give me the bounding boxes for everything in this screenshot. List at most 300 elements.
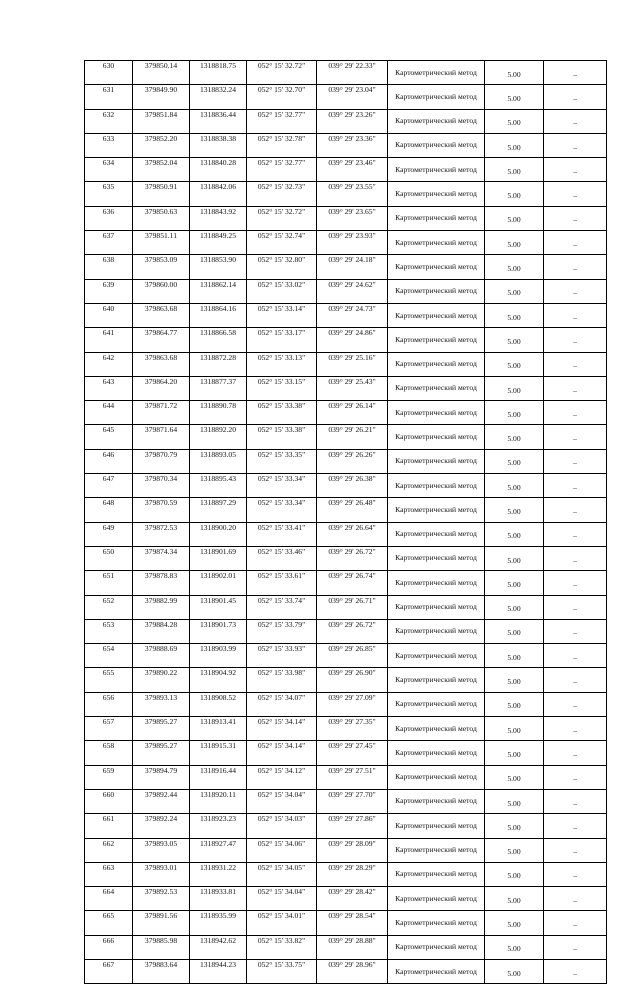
longitude-cell: 039° 29' 28.96": [317, 959, 388, 983]
note-cell: –: [544, 765, 607, 789]
latitude-cell: 052° 15' 33.75": [247, 959, 317, 983]
longitude-cell: 039° 29' 26.21": [317, 425, 388, 449]
accuracy-cell: 5.00: [485, 571, 544, 595]
table-row: [85, 765, 607, 789]
x-coordinate-cell: 379878.83: [133, 571, 190, 595]
note-cell: –: [544, 109, 607, 133]
method-cell: Картометрический метод: [388, 85, 485, 109]
y-coordinate-cell: 1318877.37: [190, 376, 247, 400]
note-cell: –: [544, 717, 607, 741]
latitude-cell: 052° 15' 32.78": [247, 133, 317, 157]
latitude-cell: 052° 15' 33.17": [247, 328, 317, 352]
accuracy-cell: 5.00: [485, 328, 544, 352]
x-coordinate-cell: 379852.04: [133, 158, 190, 182]
note-cell: –: [544, 546, 607, 570]
table-row: [85, 279, 607, 303]
latitude-cell: 052° 15' 34.12": [247, 765, 317, 789]
accuracy-cell: 5.00: [485, 814, 544, 838]
x-coordinate-cell: 379863.68: [133, 303, 190, 327]
note-cell: –: [544, 328, 607, 352]
method-cell: Картометрический метод: [388, 303, 485, 327]
method-cell: Картометрический метод: [388, 133, 485, 157]
table-row: [85, 789, 607, 813]
point-number-cell: 652: [85, 595, 133, 619]
point-number-cell: 639: [85, 279, 133, 303]
method-cell: Картометрический метод: [388, 741, 485, 765]
point-number-cell: 634: [85, 158, 133, 182]
y-coordinate-cell: 1318913.41: [190, 717, 247, 741]
y-coordinate-cell: 1318904.92: [190, 668, 247, 692]
note-cell: –: [544, 522, 607, 546]
longitude-cell: 039° 29' 26.14": [317, 401, 388, 425]
table-row: [85, 741, 607, 765]
longitude-cell: 039° 29' 28.29": [317, 862, 388, 886]
x-coordinate-cell: 379885.98: [133, 935, 190, 959]
x-coordinate-cell: 379882.99: [133, 595, 190, 619]
x-coordinate-cell: 379892.53: [133, 887, 190, 911]
method-cell: Картометрический метод: [388, 522, 485, 546]
note-cell: –: [544, 231, 607, 255]
accuracy-cell: 5.00: [485, 401, 544, 425]
method-cell: Картометрический метод: [388, 279, 485, 303]
point-number-cell: 663: [85, 862, 133, 886]
x-coordinate-cell: 379864.77: [133, 328, 190, 352]
latitude-cell: 052° 15' 33.93": [247, 644, 317, 668]
note-cell: –: [544, 571, 607, 595]
accuracy-cell: 5.00: [485, 303, 544, 327]
y-coordinate-cell: 1318935.99: [190, 911, 247, 935]
point-number-cell: 661: [85, 814, 133, 838]
point-number-cell: 655: [85, 668, 133, 692]
y-coordinate-cell: 1318849.25: [190, 231, 247, 255]
accuracy-cell: 5.00: [485, 474, 544, 498]
table-row: [85, 352, 607, 376]
y-coordinate-cell: 1318901.73: [190, 619, 247, 643]
table-row: [85, 303, 607, 327]
accuracy-cell: 5.00: [485, 619, 544, 643]
table-row: [85, 61, 607, 85]
latitude-cell: 052° 15' 33.34": [247, 474, 317, 498]
note-cell: –: [544, 692, 607, 716]
latitude-cell: 052° 15' 33.61": [247, 571, 317, 595]
latitude-cell: 052° 15' 34.04": [247, 887, 317, 911]
note-cell: –: [544, 498, 607, 522]
method-cell: Картометрический метод: [388, 595, 485, 619]
table-row: [85, 109, 607, 133]
longitude-cell: 039° 29' 26.71": [317, 595, 388, 619]
point-number-cell: 641: [85, 328, 133, 352]
x-coordinate-cell: 379892.24: [133, 814, 190, 838]
table-row: [85, 668, 607, 692]
x-coordinate-cell: 379849.90: [133, 85, 190, 109]
longitude-cell: 039° 29' 24.62": [317, 279, 388, 303]
point-number-cell: 637: [85, 231, 133, 255]
longitude-cell: 039° 29' 24.73": [317, 303, 388, 327]
x-coordinate-cell: 379890.22: [133, 668, 190, 692]
latitude-cell: 052° 15' 33.41": [247, 522, 317, 546]
latitude-cell: 052° 15' 33.82": [247, 935, 317, 959]
note-cell: –: [544, 814, 607, 838]
longitude-cell: 039° 29' 23.26": [317, 109, 388, 133]
table-row: [85, 401, 607, 425]
x-coordinate-cell: 379874.34: [133, 546, 190, 570]
latitude-cell: 052° 15' 32.77": [247, 158, 317, 182]
y-coordinate-cell: 1318893.05: [190, 449, 247, 473]
point-number-cell: 659: [85, 765, 133, 789]
accuracy-cell: 5.00: [485, 85, 544, 109]
note-cell: –: [544, 789, 607, 813]
latitude-cell: 052° 15' 34.07": [247, 692, 317, 716]
point-number-cell: 650: [85, 546, 133, 570]
accuracy-cell: 5.00: [485, 61, 544, 85]
note-cell: –: [544, 959, 607, 983]
x-coordinate-cell: 379893.01: [133, 862, 190, 886]
y-coordinate-cell: 1318908.52: [190, 692, 247, 716]
y-coordinate-cell: 1318916.44: [190, 765, 247, 789]
method-cell: Картометрический метод: [388, 717, 485, 741]
y-coordinate-cell: 1318862.14: [190, 279, 247, 303]
longitude-cell: 039° 29' 26.90": [317, 668, 388, 692]
note-cell: –: [544, 838, 607, 862]
point-number-cell: 653: [85, 619, 133, 643]
x-coordinate-cell: 379850.91: [133, 182, 190, 206]
table-row: [85, 619, 607, 643]
table-row: [85, 571, 607, 595]
longitude-cell: 039° 29' 26.48": [317, 498, 388, 522]
accuracy-cell: 5.00: [485, 376, 544, 400]
method-cell: Картометрический метод: [388, 668, 485, 692]
point-number-cell: 643: [85, 376, 133, 400]
point-number-cell: 657: [85, 717, 133, 741]
method-cell: Картометрический метод: [388, 352, 485, 376]
latitude-cell: 052° 15' 32.77": [247, 109, 317, 133]
method-cell: Картометрический метод: [388, 328, 485, 352]
method-cell: Картометрический метод: [388, 182, 485, 206]
table-row: [85, 376, 607, 400]
note-cell: –: [544, 255, 607, 279]
accuracy-cell: 5.00: [485, 789, 544, 813]
note-cell: –: [544, 644, 607, 668]
note-cell: –: [544, 887, 607, 911]
method-cell: Картометрический метод: [388, 109, 485, 133]
point-number-cell: 644: [85, 401, 133, 425]
latitude-cell: 052° 15' 33.46": [247, 546, 317, 570]
latitude-cell: 052° 15' 33.74": [247, 595, 317, 619]
latitude-cell: 052° 15' 32.72": [247, 61, 317, 85]
y-coordinate-cell: 1318942.62: [190, 935, 247, 959]
longitude-cell: 039° 29' 23.55": [317, 182, 388, 206]
latitude-cell: 052° 15' 33.38": [247, 401, 317, 425]
y-coordinate-cell: 1318900.20: [190, 522, 247, 546]
y-coordinate-cell: 1318818.75: [190, 61, 247, 85]
latitude-cell: 052° 15' 34.01": [247, 911, 317, 935]
longitude-cell: 039° 29' 23.36": [317, 133, 388, 157]
y-coordinate-cell: 1318927.47: [190, 838, 247, 862]
method-cell: Картометрический метод: [388, 546, 485, 570]
note-cell: –: [544, 619, 607, 643]
accuracy-cell: 5.00: [485, 668, 544, 692]
accuracy-cell: 5.00: [485, 741, 544, 765]
accuracy-cell: 5.00: [485, 692, 544, 716]
accuracy-cell: 5.00: [485, 546, 544, 570]
x-coordinate-cell: 379860.00: [133, 279, 190, 303]
y-coordinate-cell: 1318902.01: [190, 571, 247, 595]
point-number-cell: 665: [85, 911, 133, 935]
accuracy-cell: 5.00: [485, 133, 544, 157]
method-cell: Картометрический метод: [388, 449, 485, 473]
latitude-cell: 052° 15' 33.15": [247, 376, 317, 400]
accuracy-cell: 5.00: [485, 717, 544, 741]
longitude-cell: 039° 29' 28.54": [317, 911, 388, 935]
y-coordinate-cell: 1318915.31: [190, 741, 247, 765]
x-coordinate-cell: 379884.28: [133, 619, 190, 643]
table-row: [85, 231, 607, 255]
latitude-cell: 052° 15' 32.72": [247, 206, 317, 230]
x-coordinate-cell: 379870.59: [133, 498, 190, 522]
longitude-cell: 039° 29' 27.35": [317, 717, 388, 741]
accuracy-cell: 5.00: [485, 352, 544, 376]
point-number-cell: 633: [85, 133, 133, 157]
accuracy-cell: 5.00: [485, 449, 544, 473]
note-cell: –: [544, 911, 607, 935]
method-cell: Картометрический метод: [388, 814, 485, 838]
accuracy-cell: 5.00: [485, 182, 544, 206]
point-number-cell: 632: [85, 109, 133, 133]
table-row: [85, 498, 607, 522]
point-number-cell: 660: [85, 789, 133, 813]
note-cell: –: [544, 595, 607, 619]
longitude-cell: 039° 29' 26.74": [317, 571, 388, 595]
x-coordinate-cell: 379872.53: [133, 522, 190, 546]
method-cell: Картометрический метод: [388, 789, 485, 813]
method-cell: Картометрический метод: [388, 959, 485, 983]
y-coordinate-cell: 1318901.45: [190, 595, 247, 619]
x-coordinate-cell: 379893.13: [133, 692, 190, 716]
table-row: [85, 862, 607, 886]
point-number-cell: 631: [85, 85, 133, 109]
longitude-cell: 039° 29' 27.09": [317, 692, 388, 716]
x-coordinate-cell: 379851.11: [133, 231, 190, 255]
accuracy-cell: 5.00: [485, 911, 544, 935]
note-cell: –: [544, 862, 607, 886]
method-cell: Картометрический метод: [388, 474, 485, 498]
latitude-cell: 052° 15' 34.14": [247, 741, 317, 765]
note-cell: –: [544, 279, 607, 303]
longitude-cell: 039° 29' 27.86": [317, 814, 388, 838]
table-row: [85, 838, 607, 862]
longitude-cell: 039° 29' 26.85": [317, 644, 388, 668]
latitude-cell: 052° 15' 34.05": [247, 862, 317, 886]
point-number-cell: 645: [85, 425, 133, 449]
longitude-cell: 039° 29' 25.16": [317, 352, 388, 376]
table-row: [85, 546, 607, 570]
longitude-cell: 039° 29' 28.42": [317, 887, 388, 911]
table-row: [85, 717, 607, 741]
latitude-cell: 052° 15' 33.02": [247, 279, 317, 303]
y-coordinate-cell: 1318895.43: [190, 474, 247, 498]
method-cell: Картометрический метод: [388, 692, 485, 716]
method-cell: Картометрический метод: [388, 911, 485, 935]
longitude-cell: 039° 29' 28.88": [317, 935, 388, 959]
note-cell: –: [544, 474, 607, 498]
note-cell: –: [544, 158, 607, 182]
note-cell: –: [544, 206, 607, 230]
accuracy-cell: 5.00: [485, 595, 544, 619]
y-coordinate-cell: 1318864.16: [190, 303, 247, 327]
method-cell: Картометрический метод: [388, 376, 485, 400]
method-cell: Картометрический метод: [388, 425, 485, 449]
latitude-cell: 052° 15' 34.03": [247, 814, 317, 838]
latitude-cell: 052° 15' 33.38": [247, 425, 317, 449]
accuracy-cell: 5.00: [485, 959, 544, 983]
point-number-cell: 667: [85, 959, 133, 983]
method-cell: Картометрический метод: [388, 862, 485, 886]
accuracy-cell: 5.00: [485, 765, 544, 789]
longitude-cell: 039° 29' 26.72": [317, 619, 388, 643]
point-number-cell: 649: [85, 522, 133, 546]
longitude-cell: 039° 29' 26.38": [317, 474, 388, 498]
longitude-cell: 039° 29' 22.33": [317, 61, 388, 85]
y-coordinate-cell: 1318842.06: [190, 182, 247, 206]
table-row: [85, 158, 607, 182]
x-coordinate-cell: 379895.27: [133, 717, 190, 741]
method-cell: Картометрический метод: [388, 887, 485, 911]
y-coordinate-cell: 1318838.38: [190, 133, 247, 157]
y-coordinate-cell: 1318901.69: [190, 546, 247, 570]
longitude-cell: 039° 29' 27.70": [317, 789, 388, 813]
longitude-cell: 039° 29' 23.93": [317, 231, 388, 255]
x-coordinate-cell: 379888.69: [133, 644, 190, 668]
method-cell: Картометрический метод: [388, 765, 485, 789]
x-coordinate-cell: 379851.84: [133, 109, 190, 133]
accuracy-cell: 5.00: [485, 158, 544, 182]
table-row: [85, 206, 607, 230]
accuracy-cell: 5.00: [485, 109, 544, 133]
table-row: [85, 814, 607, 838]
y-coordinate-cell: 1318832.24: [190, 85, 247, 109]
method-cell: Картометрический метод: [388, 401, 485, 425]
method-cell: Картометрический метод: [388, 158, 485, 182]
point-number-cell: 664: [85, 887, 133, 911]
note-cell: –: [544, 85, 607, 109]
note-cell: –: [544, 668, 607, 692]
y-coordinate-cell: 1318931.22: [190, 862, 247, 886]
x-coordinate-cell: 379871.64: [133, 425, 190, 449]
point-number-cell: 638: [85, 255, 133, 279]
table-row: [85, 182, 607, 206]
note-cell: –: [544, 401, 607, 425]
y-coordinate-cell: 1318872.28: [190, 352, 247, 376]
accuracy-cell: 5.00: [485, 425, 544, 449]
table-row: [85, 255, 607, 279]
method-cell: Картометрический метод: [388, 571, 485, 595]
longitude-cell: 039° 29' 23.65": [317, 206, 388, 230]
point-number-cell: 648: [85, 498, 133, 522]
note-cell: –: [544, 303, 607, 327]
latitude-cell: 052° 15' 32.80": [247, 255, 317, 279]
table-row: [85, 644, 607, 668]
y-coordinate-cell: 1318853.90: [190, 255, 247, 279]
accuracy-cell: 5.00: [485, 887, 544, 911]
y-coordinate-cell: 1318843.92: [190, 206, 247, 230]
x-coordinate-cell: 379894.79: [133, 765, 190, 789]
method-cell: Картометрический метод: [388, 619, 485, 643]
longitude-cell: 039° 29' 25.43": [317, 376, 388, 400]
longitude-cell: 039° 29' 24.86": [317, 328, 388, 352]
table-row: [85, 425, 607, 449]
table-row: [85, 133, 607, 157]
table-row: [85, 959, 607, 983]
table-row: [85, 911, 607, 935]
longitude-cell: 039° 29' 24.18": [317, 255, 388, 279]
y-coordinate-cell: 1318897.29: [190, 498, 247, 522]
method-cell: Картометрический метод: [388, 498, 485, 522]
x-coordinate-cell: 379883.64: [133, 959, 190, 983]
longitude-cell: 039° 29' 23.04": [317, 85, 388, 109]
note-cell: –: [544, 182, 607, 206]
note-cell: –: [544, 741, 607, 765]
point-number-cell: 651: [85, 571, 133, 595]
point-number-cell: 642: [85, 352, 133, 376]
x-coordinate-cell: 379850.63: [133, 206, 190, 230]
method-cell: Картометрический метод: [388, 61, 485, 85]
accuracy-cell: 5.00: [485, 231, 544, 255]
accuracy-cell: 5.00: [485, 522, 544, 546]
y-coordinate-cell: 1318920.11: [190, 789, 247, 813]
latitude-cell: 052° 15' 33.14": [247, 303, 317, 327]
note-cell: –: [544, 376, 607, 400]
table-row: [85, 328, 607, 352]
x-coordinate-cell: 379852.20: [133, 133, 190, 157]
x-coordinate-cell: 379850.14: [133, 61, 190, 85]
table-row: [85, 595, 607, 619]
latitude-cell: 052° 15' 33.79": [247, 619, 317, 643]
point-number-cell: 636: [85, 206, 133, 230]
x-coordinate-cell: 379853.09: [133, 255, 190, 279]
note-cell: –: [544, 133, 607, 157]
latitude-cell: 052° 15' 34.06": [247, 838, 317, 862]
latitude-cell: 052° 15' 34.04": [247, 789, 317, 813]
method-cell: Картометрический метод: [388, 838, 485, 862]
latitude-cell: 052° 15' 34.14": [247, 717, 317, 741]
x-coordinate-cell: 379871.72: [133, 401, 190, 425]
x-coordinate-cell: 379891.56: [133, 911, 190, 935]
table-row: [85, 887, 607, 911]
point-number-cell: 647: [85, 474, 133, 498]
accuracy-cell: 5.00: [485, 206, 544, 230]
latitude-cell: 052° 15' 32.73": [247, 182, 317, 206]
point-number-cell: 630: [85, 61, 133, 85]
table-row: [85, 449, 607, 473]
y-coordinate-cell: 1318866.58: [190, 328, 247, 352]
x-coordinate-cell: 379863.68: [133, 352, 190, 376]
table-row: [85, 935, 607, 959]
y-coordinate-cell: 1318840.28: [190, 158, 247, 182]
table-row: [85, 474, 607, 498]
table-body: [85, 61, 607, 984]
y-coordinate-cell: 1318890.78: [190, 401, 247, 425]
note-cell: –: [544, 935, 607, 959]
accuracy-cell: 5.00: [485, 279, 544, 303]
y-coordinate-cell: 1318892.20: [190, 425, 247, 449]
latitude-cell: 052° 15' 33.13": [247, 352, 317, 376]
accuracy-cell: 5.00: [485, 862, 544, 886]
point-number-cell: 646: [85, 449, 133, 473]
x-coordinate-cell: 379870.79: [133, 449, 190, 473]
longitude-cell: 039° 29' 28.09": [317, 838, 388, 862]
method-cell: Картометрический метод: [388, 206, 485, 230]
x-coordinate-cell: 379864.20: [133, 376, 190, 400]
